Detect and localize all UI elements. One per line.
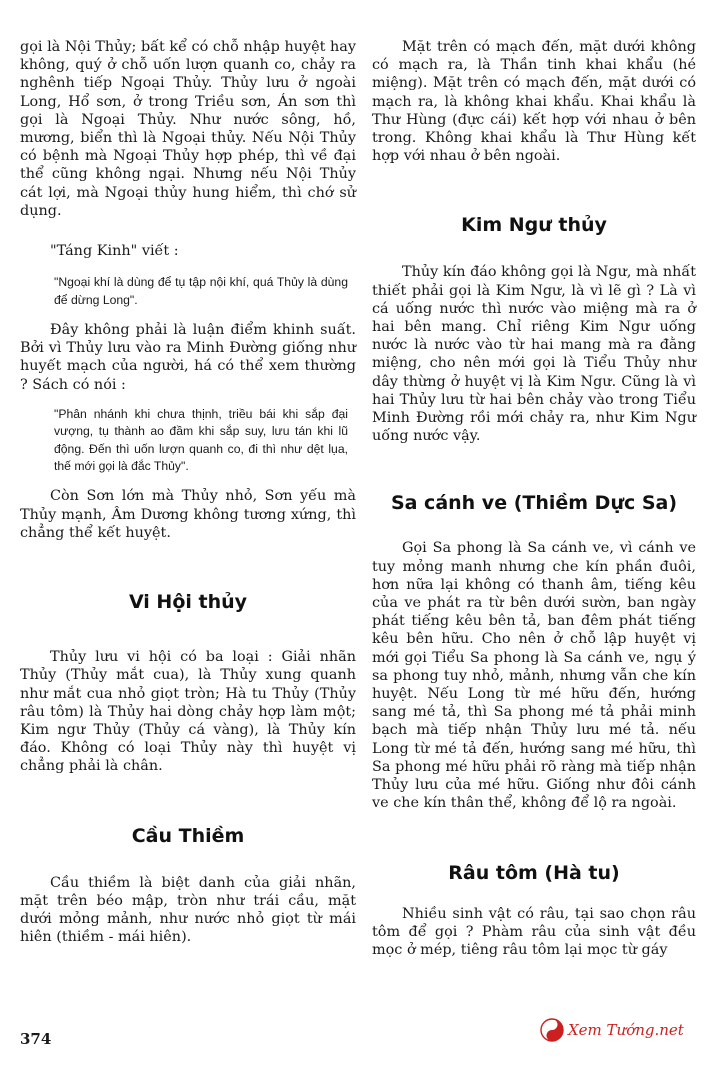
- section-heading-sa-canh-ve: Sa cánh ve (Thiềm Dực Sa): [390, 492, 678, 515]
- paragraph: Cầu thiềm là biệt danh của giải nhãn, mặt trên béo mập, tròn như trái cầu, mặt dưới mỏng mảnh, như nước nhỏ giọt từ mái hiên (thiềm - mái hiên).: [20, 874, 356, 946]
- paragraph: Mặt trên có mạch đến, mặt dưới không có mạch ra, là Thần tinh khai khẩu (hé miệng). Mặt trên có mạch đến, mặt dưới có mạch ra, là không khai khẩu. Khai khẩu là Thư Hùng (đực cái) kết hợp với nhau ở bên trong. Không khai khẩu là Thư Hùng kết hợp với nhau ở bên ngoài.: [372, 39, 696, 165]
- paragraph: Thủy kín đáo không gọi là Ngư, mà nhất thiết phải gọi là Kim Ngư, là vì lẽ gì ? Là vì cá uống nước thì nước vào miệng mà ra ở hai bên mang. Chỉ riêng Kim Ngư uống nước là nước vào từ hai mang mà ra đằng miệng, cho nên mới gọi là Tiểu Thủy như dây thừng ở huyệt vị là Kim Ngư. Cũng là vì hai Thủy lưu từ hai bên chảy vào trong Tiểu Minh Đường rồi mới chảy ra, như Kim Ngư uống nước vậy.: [372, 264, 696, 445]
- paragraph: Còn Sơn lớn mà Thủy nhỏ, Sơn yếu mà Thủy mạnh, Âm Dương không tương xứng, thì chẳng thể kết huyệt.: [20, 488, 356, 541]
- block-quote: "Ngoại khí là dùng để tụ tập nội khí, quá Thủy là dùng để dừng Long".: [54, 275, 348, 307]
- paragraph: Thủy lưu vi hội có ba loại : Giải nhãn Thủy (Thủy mắt cua), là Thủy xung quanh như mắt cua nhỏ giọt tròn; Hà tu Thủy (Thủy râu tôm) là Thủy hai dòng chảy hợp làm một; Kim ngư Thủy (Thủy cá vàng), là Thủy kín đáo. Không có loại Thủy này thì huyệt vị chẳng phải là chân.: [20, 649, 356, 775]
- page-number: 374: [20, 1030, 52, 1048]
- section-heading-vi-hoi: Vi Hội thủy: [128, 591, 248, 614]
- section-heading-cau-thiem: Cầu Thiềm: [131, 824, 245, 847]
- paragraph: Gọi Sa phong là Sa cánh ve, vì cánh ve tuy mỏng manh nhưng che kín phần đuôi, hơn nữa lại không có thanh âm, tiếng kêu của ve phát ra từ bên dưới sườn, ban ngày phát tiếng kêu bên tả, ban đêm phát tiếng kêu bên hữu. Cho nên ở chỗ lập huyệt vị mới gọi Tiểu Sa phong là Sa cánh ve, ngụ ý sa phong tuy nhỏ, mảnh, nhưng vẫn che kín huyệt. Nếu Long từ mé hữu đến, hướng sang mé tả, thì Sa phong mé tả phải minh bạch mà tiếp nhận Thủy lưu mé tả. nếu Long từ mé tả đến, hướng sang mé hữu, thì Sa phong mé hữu phải rõ ràng mà tiếp nhận Thủy lưu của mé hữu. Giống như đôi cánh ve che kín thân thể, không để lộ ra ngoài.: [372, 540, 696, 812]
- quote-lead: "Táng Kinh" viết :: [50, 243, 179, 260]
- yin-yang-icon: [540, 1018, 564, 1042]
- right-column: [372, 38, 696, 959]
- watermark-text: Xem Tướng.net: [568, 1021, 684, 1039]
- block-quote: "Phân nhánh khi chưa thịnh, triều bái khi sắp đại vượng, tụ thành ao đầm khi sắp suy, lưu tán khi lũ động. Đến thì uốn lượn quanh co, đi thì như dệt lụa, thế mới gọi là đắc Thủy".: [54, 406, 348, 474]
- left-column: [20, 38, 356, 946]
- paragraph: gọi là Nội Thủy; bất kể có chỗ nhập huyệt hay không, quý ở chỗ uốn lượn quanh co, chảy ra nghênh tiếp Ngoại Thủy. Thủy lưu ở ngoài Long, Hổ sơn, ở trong Triều sơn, Án sơn thì gọi là Ngoại Thủy. Như nước sông, hồ, mương, biển thì là Ngoại thủy. Nếu Nội Thủy có bệnh mà Ngoại Thủy hợp phép, thì về đại thể cũng không ngại. Nhưng nếu Nội Thủy cát lợi, mà Ngoại thủy hung hiểm, thì chớ sử dụng.: [20, 39, 356, 219]
- paragraph: Nhiều sinh vật có râu, tại sao chọn râu tôm để gọi ? Phàm râu của sinh vật đều mọc ở mép, tiêng râu tôm lại mọc từ gáy: [372, 905, 696, 958]
- watermark-logo: [540, 1018, 684, 1042]
- section-heading-kim-ngu: Kim Ngư thủy: [461, 214, 607, 237]
- section-heading-rau-tom: Râu tôm (Hà tu): [448, 861, 620, 884]
- paragraph: Đây không phải là luận điểm khinh suất. Bởi vì Thủy lưu vào ra Minh Đường giống như huyết mạch của người, há có thể xem thường ? Sách có nói :: [20, 322, 356, 393]
